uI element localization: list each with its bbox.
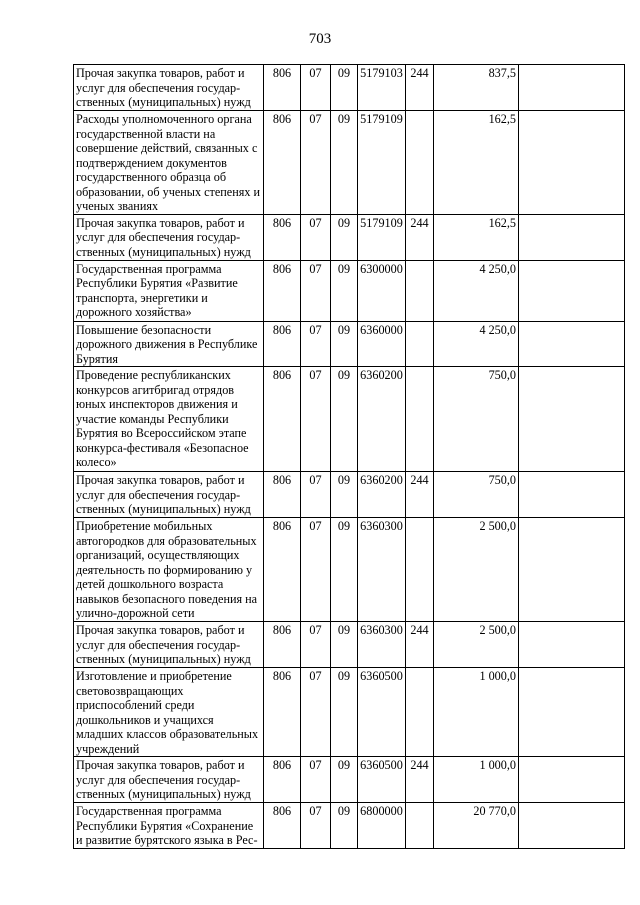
extra-cell <box>519 260 625 321</box>
subsection-code-cell: 09 <box>331 472 358 518</box>
ministry-code-cell: 806 <box>264 518 301 622</box>
amount-cell: 162,5 <box>434 214 519 260</box>
table-row <box>74 214 625 260</box>
section-code-cell: 07 <box>301 111 331 215</box>
expense-type-cell <box>406 518 434 622</box>
section-code-cell: 07 <box>301 622 331 668</box>
target-code-cell: 5179109 <box>358 214 406 260</box>
table-row <box>74 472 625 518</box>
subsection-code-cell: 09 <box>331 622 358 668</box>
amount-cell: 750,0 <box>434 472 519 518</box>
row-name-cell: Прочая закупка товаров, работ и услуг для обеспечения государ-ственных (муниципальных) нужд <box>74 214 264 260</box>
target-code-cell: 5179109 <box>358 111 406 215</box>
expense-type-cell <box>406 367 434 472</box>
expense-type-cell <box>406 321 434 367</box>
amount-cell: 750,0 <box>434 367 519 472</box>
subsection-code-cell: 09 <box>331 668 358 757</box>
expense-type-cell: 244 <box>406 472 434 518</box>
ministry-code-cell: 806 <box>264 622 301 668</box>
extra-cell <box>519 622 625 668</box>
target-code-cell: 6360500 <box>358 757 406 803</box>
ministry-code-cell: 806 <box>264 260 301 321</box>
subsection-code-cell: 09 <box>331 214 358 260</box>
table-row <box>74 321 625 367</box>
expense-type-cell: 244 <box>406 622 434 668</box>
section-code-cell: 07 <box>301 757 331 803</box>
amount-cell: 837,5 <box>434 65 519 111</box>
amount-cell: 1 000,0 <box>434 668 519 757</box>
expense-type-cell: 244 <box>406 757 434 803</box>
amount-cell: 2 500,0 <box>434 622 519 668</box>
row-name-cell: Прочая закупка товаров, работ и услуг для обеспечения государ-ственных (муниципальных) нужд <box>74 65 264 111</box>
target-code-cell: 6300000 <box>358 260 406 321</box>
row-name-cell: Приобретение мобильных автогородков для образовательных организаций, осуществляющих деятельность по формированию у детей дошкольного возраста навыков безопасного поведения на улично-дорожной сети <box>74 518 264 622</box>
target-code-cell: 6360200 <box>358 472 406 518</box>
expense-type-cell <box>406 668 434 757</box>
row-name-cell: Прочая закупка товаров, работ и услуг для обеспечения государ-ственных (муниципальных) нужд <box>74 622 264 668</box>
subsection-code-cell: 09 <box>331 260 358 321</box>
ministry-code-cell: 806 <box>264 803 301 849</box>
expense-type-cell: 244 <box>406 65 434 111</box>
section-code-cell: 07 <box>301 260 331 321</box>
subsection-code-cell: 09 <box>331 803 358 849</box>
amount-cell: 4 250,0 <box>434 260 519 321</box>
ministry-code-cell: 806 <box>264 214 301 260</box>
extra-cell <box>519 803 625 849</box>
target-code-cell: 6360300 <box>358 518 406 622</box>
ministry-code-cell: 806 <box>264 111 301 215</box>
ministry-code-cell: 806 <box>264 472 301 518</box>
row-name-cell: Проведение республиканских конкурсов агитбригад отрядов юных инспекторов движения и участие команды Республики Бурятия во Всероссийском этапе конкурса-фестиваля «Безопасное колесо» <box>74 367 264 472</box>
subsection-code-cell: 09 <box>331 111 358 215</box>
row-name-cell: Изготовление и приобретение световозвращающих приспособлений среди дошкольников и учащихся младших классов образовательных учреждений <box>74 668 264 757</box>
extra-cell <box>519 214 625 260</box>
section-code-cell: 07 <box>301 668 331 757</box>
extra-cell <box>519 321 625 367</box>
extra-cell <box>519 518 625 622</box>
expense-type-cell <box>406 111 434 215</box>
row-name-cell: Государственная программа Республики Бурятия «Развитие транспорта, энергетики и дорожного хозяйства» <box>74 260 264 321</box>
budget-table <box>73 64 625 849</box>
ministry-code-cell: 806 <box>264 367 301 472</box>
ministry-code-cell: 806 <box>264 321 301 367</box>
subsection-code-cell: 09 <box>331 65 358 111</box>
extra-cell <box>519 111 625 215</box>
target-code-cell: 6800000 <box>358 803 406 849</box>
subsection-code-cell: 09 <box>331 367 358 472</box>
table-row <box>74 668 625 757</box>
amount-cell: 1 000,0 <box>434 757 519 803</box>
section-code-cell: 07 <box>301 803 331 849</box>
expense-type-cell: 244 <box>406 214 434 260</box>
extra-cell <box>519 367 625 472</box>
section-code-cell: 07 <box>301 472 331 518</box>
section-code-cell: 07 <box>301 518 331 622</box>
extra-cell <box>519 757 625 803</box>
table-row <box>74 367 625 472</box>
extra-cell <box>519 472 625 518</box>
target-code-cell: 5179103 <box>358 65 406 111</box>
subsection-code-cell: 09 <box>331 518 358 622</box>
target-code-cell: 6360300 <box>358 622 406 668</box>
ministry-code-cell: 806 <box>264 668 301 757</box>
page-number: 703 <box>308 31 332 47</box>
extra-cell <box>519 668 625 757</box>
ministry-code-cell: 806 <box>264 757 301 803</box>
target-code-cell: 6360500 <box>358 668 406 757</box>
section-code-cell: 07 <box>301 65 331 111</box>
amount-cell: 20 770,0 <box>434 803 519 849</box>
target-code-cell: 6360000 <box>358 321 406 367</box>
target-code-cell: 6360200 <box>358 367 406 472</box>
section-code-cell: 07 <box>301 214 331 260</box>
ministry-code-cell: 806 <box>264 65 301 111</box>
extra-cell <box>519 65 625 111</box>
row-name-cell: Прочая закупка товаров, работ и услуг для обеспечения государ-ственных (муниципальных) нужд <box>74 757 264 803</box>
table-row <box>74 757 625 803</box>
row-name-cell: Прочая закупка товаров, работ и услуг для обеспечения государ-ственных (муниципальных) нужд <box>74 472 264 518</box>
table-row <box>74 65 625 111</box>
amount-cell: 4 250,0 <box>434 321 519 367</box>
table-row <box>74 260 625 321</box>
subsection-code-cell: 09 <box>331 757 358 803</box>
row-name-cell: Расходы уполномоченного органа государственной власти на совершение действий, связанных с подтверждением документов государственного образца об образовании, об ученых степенях и ученых званиях <box>74 111 264 215</box>
expense-type-cell <box>406 803 434 849</box>
amount-cell: 162,5 <box>434 111 519 215</box>
table-row <box>74 803 625 849</box>
section-code-cell: 07 <box>301 321 331 367</box>
table-row <box>74 518 625 622</box>
table-row <box>74 111 625 215</box>
subsection-code-cell: 09 <box>331 321 358 367</box>
section-code-cell: 07 <box>301 367 331 472</box>
expense-type-cell <box>406 260 434 321</box>
row-name-cell: Государственная программа Республики Бурятия «Сохранение и развитие бурятского языка в Рес- <box>74 803 264 849</box>
row-name-cell: Повышение безопасности дорожного движения в Республике Бурятия <box>74 321 264 367</box>
table-row <box>74 622 625 668</box>
amount-cell: 2 500,0 <box>434 518 519 622</box>
